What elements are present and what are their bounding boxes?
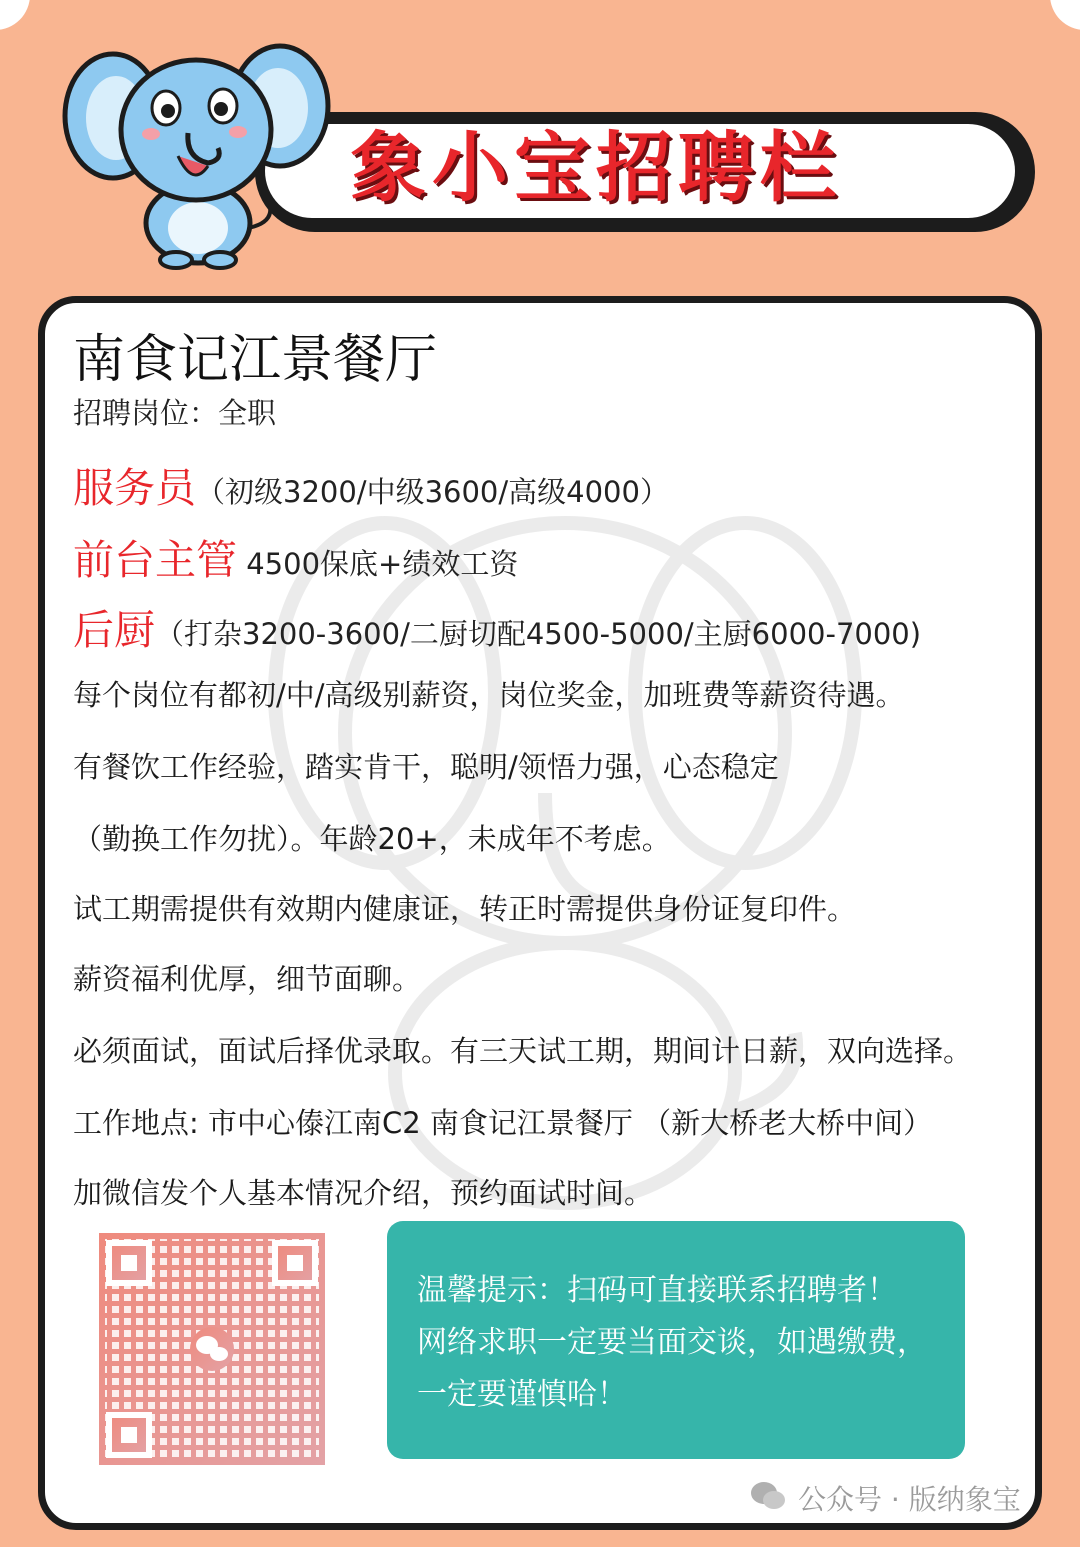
banner-title: 象小宝招聘栏 [350, 123, 842, 212]
position-front-manager [73, 527, 518, 586]
note-line: 薪资福利优厚，细节面聊。 [73, 962, 422, 996]
note-line: 试工期需提供有效期内健康证，转正时需提供身份证复印件。 [73, 892, 857, 926]
position-waiter [73, 455, 669, 514]
position-detail: 4500保底+绩效工资 [237, 547, 519, 581]
position-detail: （初级3200/中级3600/高级4000） [196, 475, 669, 509]
position-detail: （打杂3200-3600/二厨切配4500-5000/主厨6000-7000) [155, 617, 922, 651]
job-card [38, 296, 1042, 1530]
note-line: 每个岗位有都初/中/高级别薪资，岗位奖金，加班费等薪资待遇。 [73, 678, 905, 712]
corner-decoration [0, 0, 30, 30]
elephant-mascot-icon [58, 38, 338, 270]
position-role: 后厨 [73, 606, 155, 654]
qr-code-icon[interactable] [99, 1233, 325, 1465]
restaurant-name: 南食记江景餐厅 [73, 330, 438, 390]
tip-line: 温馨提示：扫码可直接联系招聘者！ [417, 1273, 897, 1308]
tip-box [387, 1221, 965, 1459]
note-line: 工作地点: 市中心傣江南C2 南食记江景餐厅 （新大桥老大桥中间） [73, 1106, 933, 1140]
footer-text: 公众号 · 版纳象宝 [798, 1483, 1021, 1516]
tip-line: 网络求职一定要当面交谈，如遇缴费， [417, 1325, 927, 1360]
note-line: （勤换工作勿扰）。年龄20+，未成年不考虑。 [73, 822, 671, 856]
note-line: 加微信发个人基本情况介绍，预约面试时间。 [73, 1176, 654, 1210]
corner-decoration [1050, 0, 1080, 30]
tip-line: 一定要谨慎哈！ [417, 1377, 627, 1412]
position-role: 前台主管 [73, 536, 237, 584]
position-kitchen [73, 597, 921, 656]
recruit-type: 招聘岗位：全职 [73, 396, 277, 430]
note-line: 必须面试，面试后择优录取。有三天试工期，期间计日薪，双向选择。 [73, 1034, 973, 1068]
note-line: 有餐饮工作经验，踏实肯干，聪明/领悟力强，心态稳定 [73, 750, 779, 784]
footer-account [752, 1478, 1021, 1518]
position-role: 服务员 [73, 464, 196, 512]
